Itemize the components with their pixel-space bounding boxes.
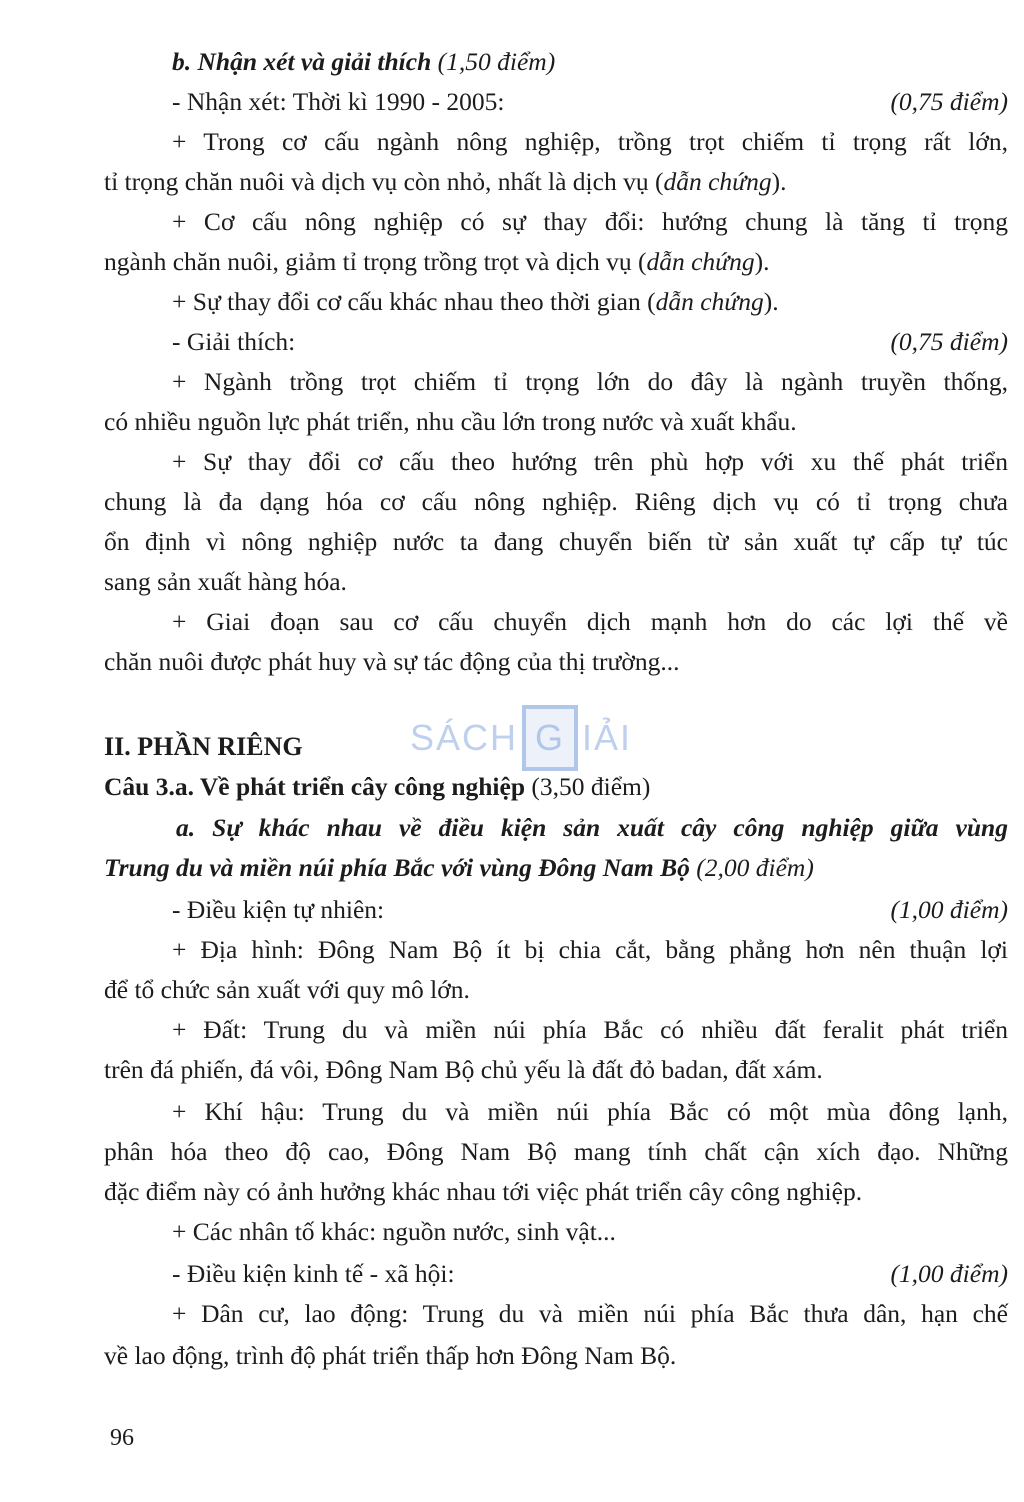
paragraph-line: về lao động, trình độ phát triển thấp hơn Đông Nam Bộ. [104,1341,677,1370]
paragraph-line: ổn định vì nông nghiệp nước ta đang chuyển biến từ sản xuất tự cấp tự túc [104,527,1008,556]
paragraph-line: + Sự thay đổi cơ cấu theo hướng trên phù hợp với xu thế phát triển [172,447,1008,476]
watermark-box: G [522,705,578,771]
tu-nhien-label: - Điều kiện tự nhiên: (1,00 điểm) [104,890,1008,930]
paragraph-line: trên đá phiến, đá vôi, Đông Nam Bộ chủ yếu là đất đỏ badan, đất xám. [104,1055,823,1084]
subsection-a-heading-cont: Trung du và miền núi phía Bắc với vùng Đông Nam Bộ (2,00 điểm) [104,853,814,882]
watermark-logo: SÁCH G IẢI [410,706,632,770]
paragraph-line: + Địa hình: Đông Nam Bộ ít bị chia cắt, bằng phẳng hơn nên thuận lợi [172,935,1008,964]
paragraph-line: + Các nhân tố khác: nguồn nước, sinh vật... [172,1217,616,1246]
paragraph-line: chăn nuôi được phát huy và sự tác động của thị trường... [104,647,680,676]
paragraph-line: + Đất: Trung du và miền núi phía Bắc có nhiều đất feralit phát triển [172,1015,1008,1044]
question-title: Câu 3.a. Về phát triển cây công nghiệp (3,50 điểm) [104,772,651,801]
paragraph-line: để tổ chức sản xuất với quy mô lớn. [104,975,470,1004]
score-label: (0,75 điểm) [890,327,1008,356]
nhan-xet-label: - Nhận xét: Thời kì 1990 - 2005: (0,75 điểm) [104,82,1008,122]
score-label: (0,75 điểm) [890,87,1008,116]
paragraph-line: có nhiều nguồn lực phát triển, nhu cầu lớn trong nước và xuất khẩu. [104,407,797,436]
paragraph-line: ngành chăn nuôi, giảm tỉ trọng trồng trọt và dịch vụ (dẫn chứng). [104,247,770,276]
section-ii-heading: II. PHẦN RIÊNG [104,732,303,761]
kinh-te-label: - Điều kiện kinh tế - xã hội: (1,00 điểm) [104,1254,1008,1294]
paragraph-line: phân hóa theo độ cao, Đông Nam Bộ mang tính chất cận xích đạo. Những [104,1137,1008,1166]
paragraph-line: + Giai đoạn sau cơ cấu chuyển dịch mạnh hơn do các lợi thế về [172,607,1008,636]
paragraph-line: + Cơ cấu nông nghiệp có sự thay đổi: hướng chung là tăng tỉ trọng [172,207,1008,236]
subsection-a-heading: a. Sự khác nhau về điều kiện sản xuất cây công nghiệp giữa vùng [176,813,1008,842]
giai-thich-label: - Giải thích: (0,75 điểm) [104,322,1008,362]
paragraph-line: + Sự thay đổi cơ cấu khác nhau theo thời gian (dẫn chứng). [172,287,779,316]
paragraph-line: tỉ trọng chăn nuôi và dịch vụ còn nhỏ, nhất là dịch vụ (dẫn chứng). [104,167,787,196]
score-label: (1,00 điểm) [890,1259,1008,1288]
paragraph-line: chung là đa dạng hóa cơ cấu nông nghiệp. Riêng dịch vụ có tỉ trọng chưa [104,487,1008,516]
paragraph-line: + Ngành trồng trọt chiếm tỉ trọng lớn do đây là ngành truyền thống, [172,367,1008,396]
section-b-heading: b. Nhận xét và giải thích (1,50 điểm) [172,47,556,76]
paragraph-line: + Khí hậu: Trung du và miền núi phía Bắc có một mùa đông lạnh, [172,1097,1008,1126]
paragraph-line: sang sản xuất hàng hóa. [104,567,347,596]
paragraph-line: + Dân cư, lao động: Trung du và miền núi phía Bắc thưa dân, hạn chế [172,1299,1008,1328]
score-label: (1,00 điểm) [890,895,1008,924]
page-number: 96 [110,1425,134,1451]
paragraph-line: + Trong cơ cấu ngành nông nghiệp, trồng trọt chiếm tỉ trọng rất lớn, [172,127,1008,156]
paragraph-line: đặc điểm này có ảnh hưởng khác nhau tới việc phát triển cây công nghiệp. [104,1177,863,1206]
